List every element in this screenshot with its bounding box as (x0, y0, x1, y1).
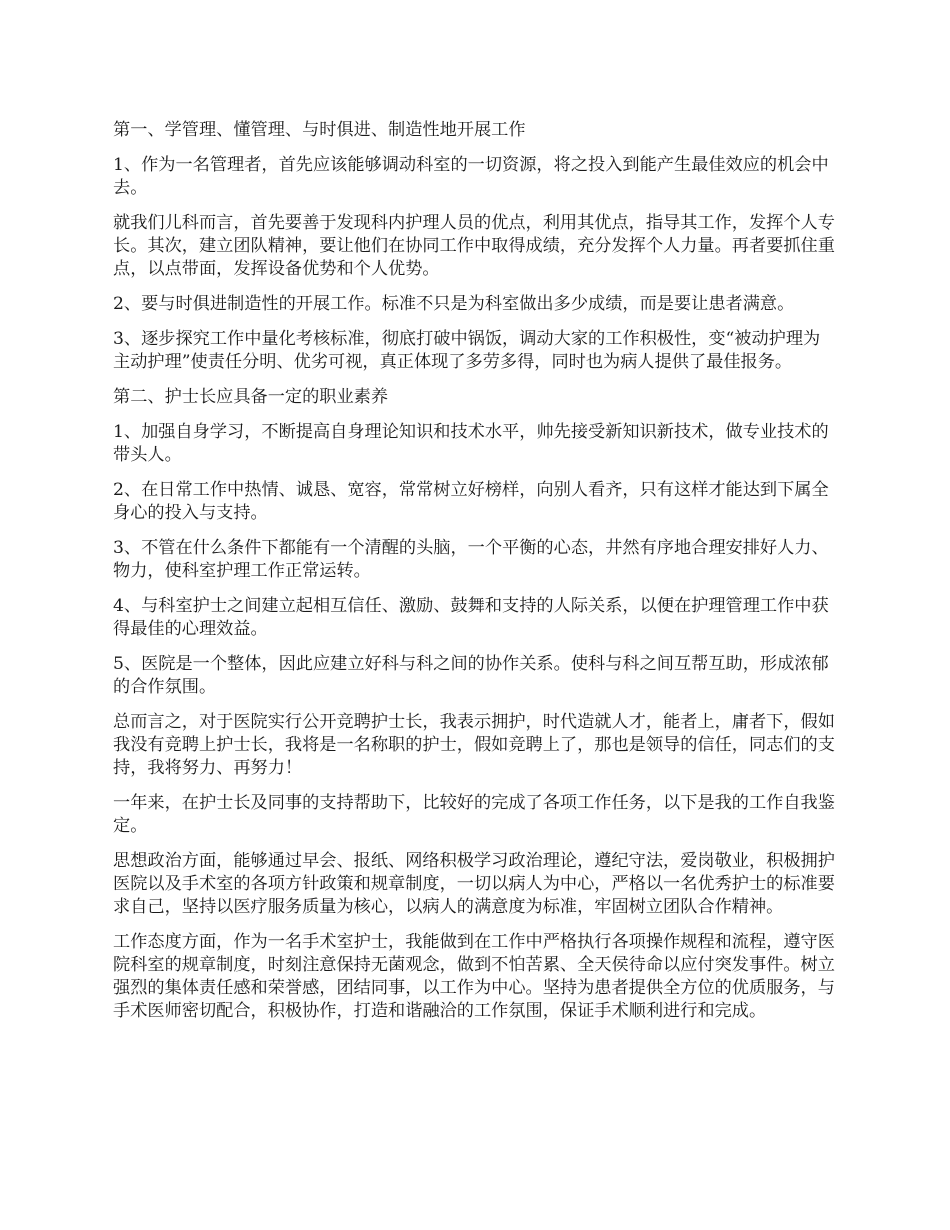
section-heading-1: 第一、学管理、懂管理、与时俱进、制造性地开展工作 (113, 120, 526, 140)
paragraph: 工作态度方面，作为一名手术室护士，我能做到在工作中严格执行各项操作规程和流程，遵守医院科室的规章制度，时刻注意保持无菌观念，做到不怕苦累、全天侯待命以应付突发事件。树立强烈的集体责任感和荣誉感，团结同事，以工作为中心。坚持为患者提供全方位的优质服务，与手术医师密切配合，积极协作，打造和谐融洽的工作氛围，保证手术顺利进行和完成。 (113, 932, 835, 1021)
paragraph: 2、在日常工作中热情、诚恳、宽容，常常树立好榜样，向别人看齐，只有这样才能达到下属全身心的投入与支持。 (113, 480, 829, 523)
paragraph: 就我们儿科而言，首先要善于发现科内护理人员的优点，利用其优点，指导其工作，发挥个人专长。其次，建立团队精神，要让他们在协同工作中取得成绩，充分发挥个人力量。再者要抓住重点，以点带面，发挥设备优势和个人优势。 (113, 213, 835, 279)
paragraph: 2、要与时俱进制造性的开展工作。标准不只是为科室做出多少成绩，而是要让患者满意。 (113, 294, 795, 314)
paragraph: 1、作为一名管理者，首先应该能够调动科室的一切资源，将之投入到能产生最佳效应的机会中去。 (113, 155, 829, 198)
paragraph: 一年来，在护士长及同事的支持帮助下，比较好的完成了各项工作任务，以下是我的工作自我鉴定。 (113, 793, 835, 836)
paragraph: 思想政治方面，能够通过早会、报纸、网络积极学习政治理论，遵纪守法，爱岗敬业，积极拥护医院以及手术室的各项方针政策和规章制度，一切以病人为中心，严格以一名优秀护士的标准要求自己，坚持以医疗服务质量为核心，以病人的满意度为标准，牢固树立团队合作精神。 (113, 851, 835, 917)
paragraph: 3、逐步探究工作中量化考核标准，彻底打破中锅饭，调动大家的工作积极性，变“被动护理为主动护理”使责任分明、优劣可视，真正体现了多劳多得，同时也为病人提供了最佳报务。 (113, 329, 821, 372)
paragraph: 3、不管在什么条件下都能有一个清醒的头脑，一个平衡的心态，井然有序地合理安排好人力、物力，使科室护理工作正常运转。 (113, 538, 829, 581)
paragraph: 总而言之，对于医院实行公开竞聘护士长，我表示拥护，时代造就人才，能者上，庸者下，假如我没有竞聘上护士长，我将是一名称职的护士，假如竞聘上了，那也是领导的信任，同志们的支持，我将努力、再努力！ (113, 712, 835, 778)
section-heading-2: 第二、护士长应具备一定的职业素养 (113, 387, 389, 407)
document-body (113, 119, 837, 1035)
paragraph: 5、医院是一个整体，因此应建立好科与科之间的协作关系。使科与科之间互帮互助，形成浓郁的合作氛围。 (113, 654, 829, 697)
paragraph: 4、与科室护士之间建立起相互信任、激励、鼓舞和支持的人际关系，以便在护理管理工作中获得最佳的心理效益。 (113, 596, 829, 639)
paragraph: 1、加强自身学习，不断提高自身理论知识和技术水平，帅先接受新知识新技术，做专业技术的带头人。 (113, 422, 829, 465)
